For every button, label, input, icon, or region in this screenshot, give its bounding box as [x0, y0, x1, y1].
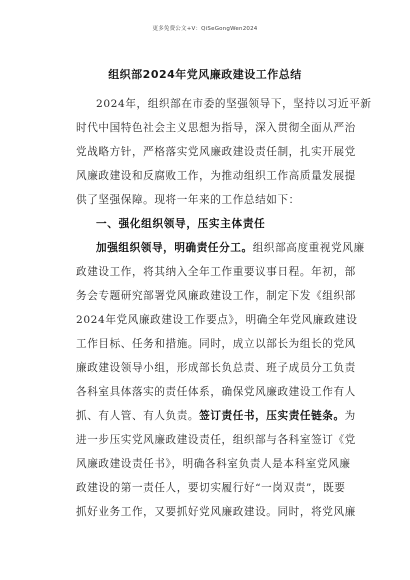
- header-note: 更多免费公文+V：QiSeGongWen2024: [152, 26, 258, 32]
- paragraph-1-line: 时代中国特色社会主义思想为指导，深入贯彻全面从严治: [76, 122, 356, 134]
- paragraph-3-lead-bold: 签订责任书，压实责任链条。: [199, 410, 345, 422]
- paragraph-2-line: 工作目标、任务和措施。同时，成立以部长为组长的党风: [76, 338, 356, 350]
- paragraph-1-line: 党战略方针，严格落实党风廉政建设责任制，扎实开展党: [76, 146, 356, 158]
- paragraph-2-lead-rest: 组织部高度重视党风廉: [252, 242, 365, 254]
- document-body: [76, 92, 372, 524]
- paragraph-3-lead-rest: 为: [344, 410, 356, 422]
- paragraph-2-last-start: 抓、有人管、有人负责。: [76, 410, 200, 422]
- paragraph-1-line: 风廉政建设和反腐败工作，为推动组织工作高质量发展提: [76, 170, 356, 182]
- paragraph-1-line: 2024年，组织部在市委的坚强领导下，坚持以习近平新: [96, 98, 372, 110]
- paragraph-2-lead-bold: 加强组织领导，明确责任分工。: [96, 242, 253, 254]
- paragraph-3-line: 风廉政建设责任书》，明确各科室负责人是本科室党风廉: [76, 458, 351, 470]
- paragraph-2-line: [76, 404, 356, 428]
- paragraph-3-line: 抓好业务工作，又要抓好党风廉政建设。同时，将党风廉: [76, 506, 356, 518]
- paragraph-2-line: 务会专题研究部署党风廉政建设工作，制定下发《组织部: [76, 290, 356, 302]
- paragraph-2-line: 2024年党风廉政建设工作要点》，明确全年党风廉政建设: [76, 314, 358, 326]
- paragraph-3-line: 进一步压实党风廉政建设责任，组织部与各科室签订《党: [76, 434, 356, 446]
- section-heading: 一、强化组织领导，压实主体责任: [96, 218, 266, 230]
- paragraph-3-line: 政建设的第一责任人，要切实履行好“一岗双责”，既要: [76, 482, 346, 494]
- paragraph-1-line: 供了坚强保障。现将一年来的工作总结如下：: [76, 194, 300, 206]
- paragraph-2-line: [76, 236, 365, 260]
- document-title: 组织部2024年党风廉政建设工作总结: [108, 68, 302, 81]
- paragraph-2-line: 廉政建设领导小组，形成部长负总责、班子成员分工负责: [76, 362, 356, 374]
- paragraph-2-line: 各科室具体落实的责任体系，确保党风廉政建设工作有人: [76, 386, 356, 398]
- paragraph-2-line: 政建设工作，将其纳入全年工作重要议事日程。年初，部: [76, 266, 356, 278]
